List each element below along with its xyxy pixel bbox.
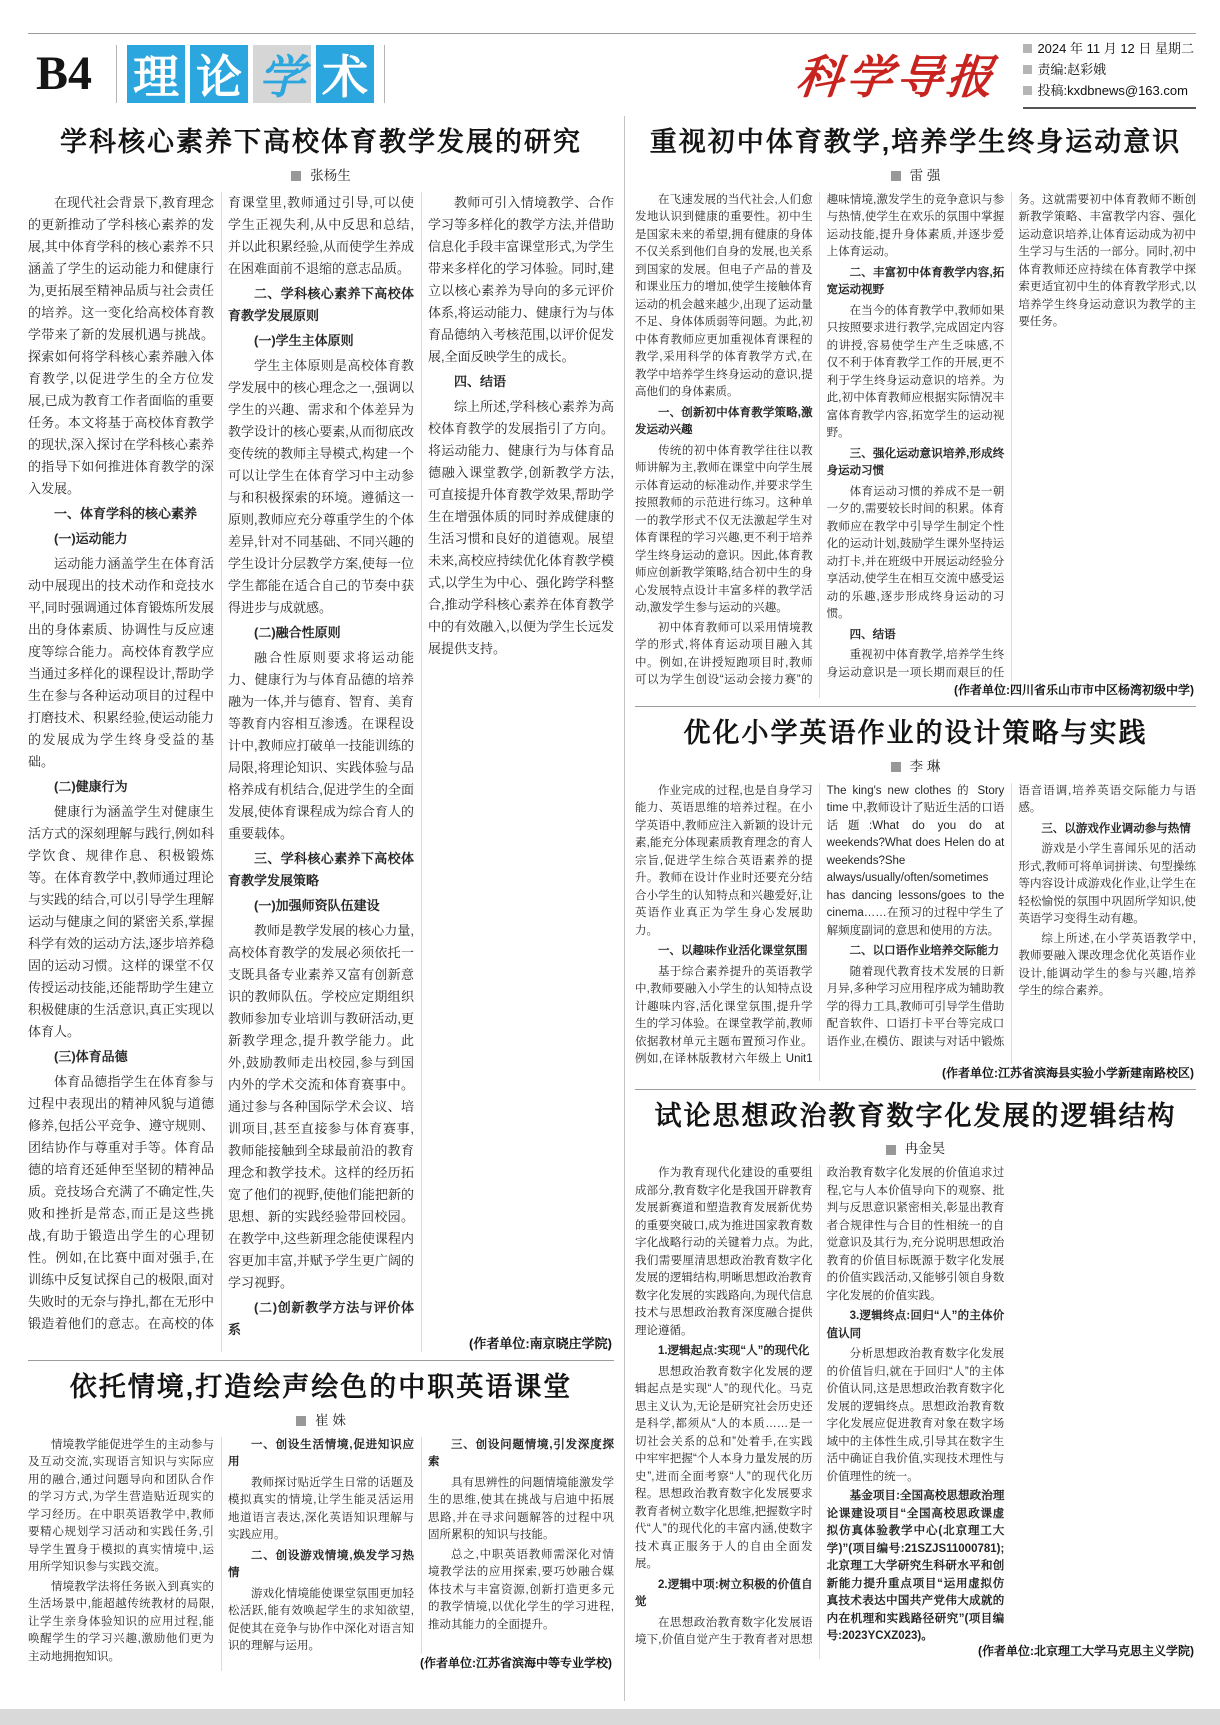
contact-text: 投稿:kxdbnews@163.com [1037, 82, 1188, 98]
header-divider [384, 45, 385, 103]
section-heading: 一、创设生活情境,促进知识应用 [228, 1438, 414, 1468]
article-byline [635, 755, 1196, 775]
article-body-wrap [635, 192, 1196, 698]
body-paragraph: 情境教学能促进学生的主动参与及互动交流,实现语言知识与实际应用的融合,通过问题导向和团队合作的学习方式,为学生营造贴近现实的学习经历。在中职英语教学中,教师要精心规划学习活动和实践任务,引导学生置身于模拟的真实情境中,运用所学知识参与实践交流。 [28, 1438, 214, 1573]
author-unit: (作者单位:四川省乐山市市中区杨湾初级中学) [944, 681, 1194, 698]
center-column-rule [624, 116, 625, 1701]
body-paragraph: 教师是教学发展的核心力量,高校体育教学的发展必须依托一支既具备专业素养又富有创新意识的教师队伍。学校应定期组织教师参加专业培训与教研活动,更新教学理念,提升教学能力。此外,鼓励教师走出校园,参与到国内外的学术交流和体育赛事中。通过参与各种国际学术会议、培训项目,甚至直接参与体育赛事,教师能接触到全球最前沿的教育理念和教学技术。这样的经历拓宽了他们的视野,使他们能把新的思想、新的实践经验带回校园。在教学中,这些新理念能使课程内容更加丰富,并赋予学生更广阔的学习视野。 [228, 922, 414, 1290]
body-paragraph: 教师可引入情境教学、合作学习等多样化的教学方法,并借助信息化手段丰富课堂形式,为学生带来多样化的学习体验。同时,建立以核心素养为导向的多元评价体系,将运动能力、健康行为与体育品德纳入考核范围,以评价促发展,全面反映学生的成长。 [428, 194, 614, 364]
publication-date-text: 2024 年 11 月 12 日 星期二 [1037, 41, 1194, 57]
body-paragraph: 学生主体原则是高校体育教学发展中的核心理念之一,强调以学生的兴趣、需求和个体差异为教学设计的核心要素,从而彻底改变传统的教师主导模式,构建一个可以让学生在体育学习中主动参与和积极探索的环境。遵循这一原则,教师应充分尊重学生的个体差异,针对不同基础、不同兴趣的学生设计分层教学方案,使每一位学生都能在适合自己的节奏中获得进步与成就感。 [228, 357, 414, 615]
body-paragraph: 体育运动习惯的养成不是一朝一夕的,需要较长时间的积累。体育教师应在教学中引导学生制定个性化的运动计划,鼓励学生课外坚持运动打卡,并在班级中开展运动经验分享活动,使学生在相互交流中感受运动的乐趣,逐步形成终身运动的习惯。 [826, 485, 1005, 621]
article-body [635, 1165, 1196, 1659]
section-heading: 二、以口语作业培养交际能力 [849, 945, 1000, 957]
editor-line [1023, 60, 1194, 81]
byline-square-icon [891, 762, 901, 772]
square-bullet-icon [1023, 65, 1032, 74]
author-unit: (作者单位:北京理工大学马克思主义学院) [968, 1642, 1194, 1659]
section-heading: 一、创新初中体育教学策略,激发运动兴趣 [635, 406, 813, 437]
body-paragraph: 作业完成的过程,也是自身学习能力、英语思维的培养过程。在小学英语中,教师应注入新颖的设计元素,能充分体现素质教育理念的育人宗旨,促进学生综合英语素养的提升。教师在设计作业时还要充分结合小学生的认知特点和兴趣爱好,让英语作业真正为学生身心发展助力。 [635, 784, 813, 937]
section-heading: (一)运动能力 [54, 530, 128, 546]
body-paragraph: 在当今的体育教学中,教师如果只按照要求进行教学,完成固定内容的讲授,容易使学生产生乏味感,不仅不利于体育教学工作的开展,更不利于学生终身运动意识的培养。为此,初中体育教师应根据实际情况丰富体育教学内容,拓宽学生的运动视野。 [826, 304, 1005, 440]
article-body-wrap [635, 1165, 1196, 1659]
footer-band [0, 1709, 1220, 1725]
body-paragraph: 初中体育教师可以采用情境教学的形式,将体育运动项目融入其中。例如,在讲授短跑项目时,教师可以为学生创设“运动会接力赛”的趣味情境,激发学生的竞争意识与参与热情,使学生在欢乐的氛围中掌握运动技能,提升身体素质,并逐步爱上体育运动。 [635, 193, 1005, 687]
logo-char-li: 理 [127, 45, 185, 103]
section-heading: 二、学科核心素养下高校体育教学发展原则 [228, 285, 414, 323]
section-heading: (二)融合性原则 [254, 624, 341, 640]
body-paragraph: 融合性原则要求将运动能力、健康行为与体育品德的培养融为一体,并与德育、智育、美育等教育内容相互渗透。在课程设计中,教师应打破单一技能训练的局限,将理论知识、实践体验与品格养成有机结合,促进学生的全面发展,使体育课程成为综合育人的重要载体。 [228, 649, 414, 841]
body-paragraph: 基于综合素养提升的英语教学中,教师要融入小学生的认知特点设计趣味内容,活化课堂氛围,提升学生的学习体验。在课堂教学前,教师依据教材单元主题布置预习作业。例如,在译林版教材六年级上 Unit1 The king's new clothes 的 Story time 中,教师设计了贴近生活的口语话题:What do you do at weekends?What does Helen do at weekends?She always/usually/often/sometimes has dancing lessons/goes to the cinema……在预习的过程中学生了解频度副词的意思和使用的方法。 [635, 784, 1005, 1065]
section-logo [127, 45, 374, 103]
editor-text: 责编:赵彩娥 [1037, 62, 1107, 78]
header-top-rule [28, 33, 1196, 34]
article-byline [635, 164, 1196, 184]
body-paragraph: 综上所述,学科核心素养为高校体育教学的发展指引了方向。将运动能力、健康行为与体育品德融入课堂教学,创新教学方法,可直接提升体育教学效果,帮助学生在增强体质的同时养成健康的生活习惯和良好的道德观。展望未来,高校应持续优化体育教学模式,以学生为中心、强化跨学科整合,推动学科核心素养在体育教学中的有效融入,以便为学生长远发展提供支持。 [428, 398, 614, 656]
section-heading: 三、强化运动意识培养,形成终身运动习惯 [826, 447, 1005, 478]
article-title: 试论思想政治教育数字化发展的逻辑结构 [654, 1100, 1177, 1131]
section-heading: 一、体育学科的核心素养 [54, 505, 198, 521]
article-divider [635, 1089, 1196, 1090]
left-column-group [28, 116, 614, 1701]
section-heading: (一)学生主体原则 [254, 332, 354, 348]
newspaper-masthead: 科学导报 [794, 50, 1000, 104]
body-paragraph: 游戏是小学生喜闻乐见的活动形式,教师可将单词拼读、句型操练等内容设计成游戏化作业,让学生在轻松愉悦的氛围中巩固所学知识,使英语学习变得生动有趣。 [1018, 843, 1196, 925]
article-byline [28, 164, 614, 184]
body-paragraph: 总之,中职英语教师需深化对情境教学法的应用探索,要巧妙融合媒体技术与丰富资源,创新打造更多元的教学情境,以优化学生的学习进程,推动其能力的全面提升。 [428, 1548, 614, 1631]
section-heading: (一)加强师资队伍建设 [254, 897, 380, 913]
byline-square-icon [296, 1416, 306, 1426]
article-divider [28, 1360, 614, 1361]
article-body [28, 1437, 614, 1671]
body-paragraph: 随着现代教育技术发展的日新月异,多种学习应用程序成为辅助教学的得力工具,教师可引导学生借助配音软件、口语打卡平台等完成口语作业,在模仿、跟读与对话中锻炼语音语调,培养英语交际能力与语感。 [826, 784, 1196, 1048]
section-heading: 四、结语 [849, 628, 896, 641]
author-name: 李 琳 [909, 758, 941, 774]
article-body-wrap [28, 192, 614, 1352]
article-divider [635, 706, 1196, 707]
body-paragraph: 健康行为涵盖学生对健康生活方式的深刻理解与践行,例如科学饮食、规律作息、积极锻炼等。在体育教学中,教师通过理论与实践的结合,可以引导学生理解运动与健康之间的紧密关系,掌握科学有效的运动方法,逐步培养稳固的运动习惯。这样的课堂不仅传授运动技能,还能帮助学生建立积极健康的生活意识,真正实现以体育人。 [28, 803, 214, 1039]
article-situational-english [28, 1371, 614, 1671]
body-paragraph: 运动能力涵盖学生在体育活动中展现出的技术动作和竞技水平,同时强调通过体育锻炼所发展出的身体素质、协调性与反应速度等综合能力。高校体育教学应当通过多样化的课程设计,帮助学生在参与各种运动项目的过程中打磨技术、积累经验,使运动能力的发展成为学生终身受益的基础。 [28, 555, 214, 769]
article-title: 学科核心素养下高校体育教学发展的研究 [60, 127, 582, 157]
page-edition: B4 [36, 47, 93, 100]
body-paragraph: 分析思想政治教育数字化发展的价值旨归,就在于回归“人”的主体价值认同,这是思想政治教育数字化发展的逻辑终点。思想政治教育数字化发展应促进教育对象在数字场域中的主体性生成,引导其在数字生活中确证自我价值,实现技术理性与价值理性的统一。 [826, 1348, 1005, 1483]
author-unit: (作者单位:江苏省滨海中等专业学校) [410, 1654, 612, 1671]
page-content [28, 116, 1196, 1701]
author-name: 崔 姝 [315, 1412, 346, 1428]
body-paragraph: 在思想政治教育数字化发展语境下,价值自觉产生于教育者对思想政治教育数字化发展的价值追求过程,它与人本价值导向下的观察、批判与反思意识紧密相关,彰显出教育者合规律性与合目的性相统一的自觉意识及其行为,充分说明思想政治教育的价值目标既源于数字化发展的价值实践活动,又能够引领自身数字化发展的价值实践。 [635, 1167, 1005, 1647]
author-name: 张杨生 [310, 167, 351, 183]
byline-square-icon [891, 171, 901, 181]
body-paragraph: 在飞速发展的当代社会,人们愈发地认识到健康的重要性。初中生是国家未来的希望,拥有健康的身体不仅关系到他们自身的发展,也关系到国家的发展。但电子产品的普及和课业压力的增加,使学生接触体育运动的机会越来越少,出现了运动量不足、身体体质弱等问题。为此,初中体育教师应更加重视体育课程的教学,采用科学的体育教学方式,在教学中培养学生终身运动的意识,提高他们的身体素质。 [635, 193, 813, 399]
byline-square-icon [886, 1145, 896, 1155]
body-paragraph: 具有思辨性的问题情境能激发学生的思维,使其在挑战与启迪中拓展思路,并在寻求问题解答的过程中巩固所累积的知识与技能。 [428, 1476, 614, 1541]
article-body [635, 192, 1196, 698]
section-heading: 三、以游戏作业调动参与热情 [1041, 822, 1191, 835]
article-body [28, 192, 614, 1352]
square-bullet-icon [1023, 86, 1032, 95]
logo-char-xue: 学 [253, 45, 311, 103]
header-right [794, 39, 1196, 108]
contact-line [1023, 81, 1194, 102]
publication-info [1023, 39, 1196, 108]
article-junior-sport [635, 126, 1196, 698]
body-paragraph: 重视初中体育教学,培养学生终身运动意识是一项长期而艰巨的任务。这就需要初中体育教师不断创新教学策略、丰富教学内容、强化运动意识培养,让体育运动成为初中生学习与生活的一部分。同时,初中体育教师还应持续在体育教学中探索更适宜初中生的体育教学形式,以培养学生终身运动意识为教学的主要任务。 [826, 193, 1196, 679]
article-byline [28, 1409, 614, 1429]
section-heading: 2.逻辑中项:树立积极的价值自觉 [635, 1578, 813, 1609]
body-paragraph: 教师探讨贴近学生日常的话题及模拟真实的情境,让学生能灵活运用地道语言表达,深化英语知识理解与实践应用。 [228, 1476, 414, 1541]
author-unit: (作者单位:江苏省滨海县实验小学新建南路校区) [932, 1064, 1194, 1081]
logo-char-shu: 术 [316, 45, 374, 103]
byline-square-icon [291, 171, 301, 181]
article-title: 重视初中体育教学,培养学生终身运动意识 [649, 127, 1182, 157]
section-heading: 三、学科核心素养下高校体育教学发展策略 [228, 850, 414, 888]
section-heading: (三)体育品德 [54, 1048, 128, 1064]
article-title: 依托情境,打造绘声绘色的中职英语课堂 [69, 1371, 573, 1402]
section-heading: 3.逻辑终点:回归“人”的主体价值认同 [826, 1310, 1005, 1340]
author-name: 雷 强 [909, 167, 941, 183]
article-title: 优化小学英语作业的设计策略与实践 [683, 717, 1148, 748]
section-heading: 1.逻辑起点:实现“人”的现代化 [658, 1345, 810, 1358]
body-paragraph: 基金项目:全国高校思想政治理论课建设项目“全国高校思政课虚拟仿真体验教学中心(北京理工大学)”(项目编号:21SZJS11000781);北京理工大学研究生科研水平和创新能力提升重点项目“运用虚拟仿真技术表达中国共产党伟大成就的内在机理和实践路径研究”(项目编号:2023YCXZ023)。 [826, 1490, 1005, 1643]
author-name: 冉金昊 [904, 1141, 946, 1157]
right-column-group [635, 116, 1196, 1701]
body-paragraph: 情境教学法将任务嵌入到真实的生活场景中,能超越传统教材的局限,让学生亲身体验知识的应用过程,能唤醒学生的学习兴趣,激励他们更为主动地拥抱知识。 [28, 1580, 214, 1663]
body-paragraph: 游戏化情境能使课堂氛围更加轻松活跃,能有效唤起学生的求知欲望,促使其在竞争与协作中深化对语言知识的理解与运用。 [228, 1587, 414, 1652]
article-byline [635, 1137, 1196, 1157]
body-paragraph: 在现代社会背景下,教育理念的更新推动了学科核心素养的发展,其中体育学科的核心素养不只涵盖了学生的运动能力和健康行为,更拓展至精神品质与社会责任的培养。这一变化给高校体育教学带来了新的发展机遇与挑战。探索如何将学科核心素养融入体育教学,以促进学生的全方位发展,已成为教育工作者面临的重要任务。本文将基于高校体育教学的现状,深入探讨在学科核心素养的指导下如何推进体育教学的深入发展。 [28, 194, 214, 496]
article-body [635, 783, 1196, 1081]
section-heading: 四、结语 [454, 373, 507, 389]
body-paragraph: 体育品德指学生在体育参与过程中表现出的精神风貌与道德修养,包括公平竞争、遵守规则、团结协作与尊重对手等。体育品德的培育还延伸至坚韧的精神品质。竞技场合充满了不确定性,失败和挫折是常态,而正是这些挑战,有助于锻造出学生的心理韧性。例如,在比赛中面对强手,在训练中反复试探自己的极限,面对失败时的无奈与挣扎,都在无形中锻造着他们的意志。在高校的体育课堂里,教师通过引导,可以使学生正视失利,从中反思和总结,并以此积累经验,从而使学生养成在困难面前不退缩的意志品质。 [28, 194, 414, 1331]
article-body-wrap [635, 783, 1196, 1081]
article-body-wrap [28, 1437, 614, 1671]
section-heading: 三、创设问题情境,引发深度探索 [428, 1438, 614, 1468]
article-ideological-digital [635, 1100, 1196, 1660]
article-sport-core-literacy [28, 126, 614, 1352]
section-heading: (二)创新教学方法与评价体系 [228, 1299, 414, 1337]
section-heading: 二、创设游戏情境,焕发学习热情 [228, 1549, 414, 1579]
body-paragraph: 思想政治教育数字化发展的逻辑起点是实现“人”的现代化。马克思主义认为,无论是研究社会历史还是科学,都须从“人的本质……是一切社会关系的总和”处着手,在实践中牢牢把握“个人本身力量发展的历史”,进而全面考察“人”的现代化历程。思想政治教育数字化发展要求教育者树立数字化思维,把握数字时代“人”的现代化的丰富内涵,使数字技术真正服务于人的自由全面发展。 [635, 1365, 813, 1571]
page-header [36, 42, 1196, 106]
publication-date [1023, 39, 1194, 60]
article-english-homework [635, 717, 1196, 1081]
body-paragraph: 作为教育现代化建设的重要组成部分,教育数字化是我国开辟教育发展新赛道和塑造教育发展新优势的重要突破口,成为推进国家教育数字化战略行动的关键着力点。为此,我们需要厘清思想政治教育数字化发展的逻辑结构,明晰思想政治教育数字化发展的实践路向,为现代信息技术与思想政治教育深度融合提供理论遵循。 [635, 1167, 813, 1337]
body-paragraph: 综上所述,在小学英语教学中,教师要融入课改理念优化英语作业设计,能调动学生的参与兴趣,培养学生的综合素养。 [1018, 932, 1196, 997]
header-divider [116, 45, 117, 103]
section-heading: (二)健康行为 [54, 778, 128, 794]
section-heading: 二、丰富初中体育教学内容,拓宽运动视野 [826, 266, 1005, 297]
square-bullet-icon [1023, 44, 1032, 53]
body-paragraph: 传统的初中体育教学往往以教师讲解为主,教师在课堂中向学生展示体育运动的标准动作,并要求学生按照教师的示范进行练习。这种单一的教学形式不仅无法激起学生对体育课程的学习兴趣,更不利于培养学生终身运动的意识。因此,体育教师应创新教学策略,结合初中生的身心发展特点设计丰富多样的教学活动,激发学生参与运动的兴趣。 [635, 444, 813, 615]
header-left [36, 44, 395, 104]
logo-char-lun: 论 [190, 45, 248, 103]
author-unit: (作者单位:南京晓庄学院) [459, 1333, 612, 1352]
section-heading: 一、以趣味作业活化课堂氛围 [658, 945, 808, 957]
